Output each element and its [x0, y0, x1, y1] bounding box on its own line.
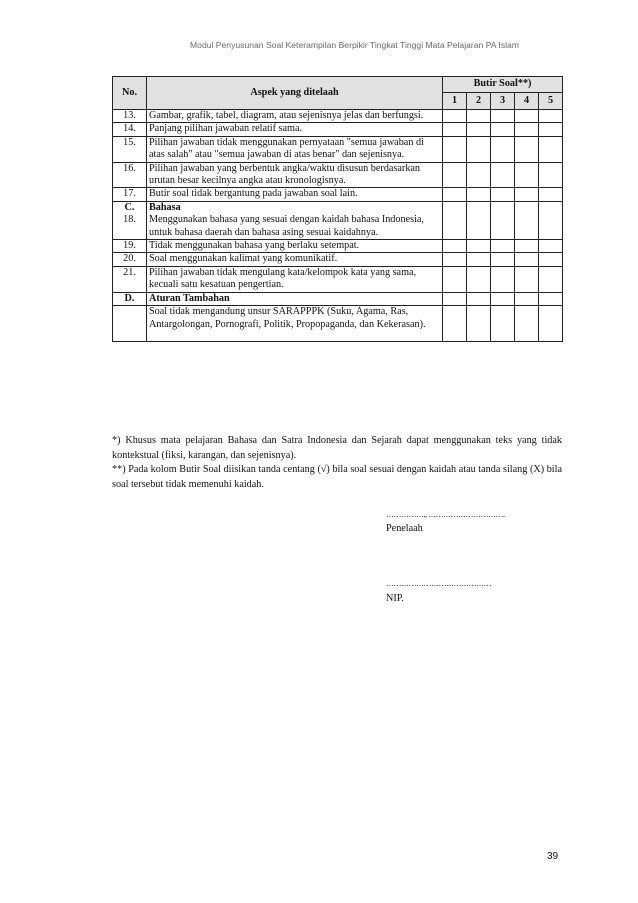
check-cell[interactable] [443, 253, 467, 266]
row-aspect: Gambar, grafik, tabel, diagram, atau sejenisnya jelas dan berfungsi. [147, 110, 443, 123]
col-butir-header: Butir Soal**) [443, 77, 563, 93]
check-cell[interactable] [491, 162, 515, 188]
check-cell[interactable] [515, 188, 539, 201]
check-cell[interactable] [491, 123, 515, 136]
check-cell[interactable] [539, 188, 563, 201]
check-cell[interactable] [443, 188, 467, 201]
table-row [113, 240, 563, 253]
page-number: 39 [547, 851, 559, 862]
check-cell[interactable] [539, 136, 563, 162]
butir-number: 2 [467, 93, 491, 110]
row-number: 19. [113, 240, 147, 253]
check-cell[interactable] [491, 292, 515, 305]
check-cell[interactable] [539, 201, 563, 239]
section-letter-text: C. [124, 201, 135, 213]
check-cell[interactable] [443, 110, 467, 123]
table-row [113, 266, 563, 292]
check-cell[interactable] [443, 306, 467, 342]
check-cell[interactable] [467, 162, 491, 188]
check-cell[interactable] [539, 123, 563, 136]
check-cell[interactable] [467, 188, 491, 201]
section-title: Bahasa [149, 201, 181, 213]
check-cell[interactable] [515, 253, 539, 266]
review-table [112, 76, 563, 342]
signature-role: Penelaah [386, 523, 423, 534]
table-row [113, 253, 563, 266]
check-cell[interactable] [515, 162, 539, 188]
check-cell[interactable] [443, 123, 467, 136]
row-aspect: Soal tidak mengandung unsur SARAPPPK (Suku, Agama, Ras, Antargolongan, Pornografi, Politik, Propopaganda, dan Kekerasan). [147, 306, 443, 342]
check-cell[interactable] [467, 253, 491, 266]
check-cell[interactable] [443, 162, 467, 188]
check-cell[interactable] [491, 188, 515, 201]
table-row [113, 110, 563, 123]
check-cell[interactable] [443, 266, 467, 292]
check-cell[interactable] [491, 253, 515, 266]
check-cell[interactable] [467, 123, 491, 136]
col-no-header: No. [113, 77, 147, 110]
row-aspect: Soal menggunakan kalimat yang komunikatif. [147, 253, 443, 266]
check-cell[interactable] [443, 292, 467, 305]
table-row [113, 188, 563, 201]
footnotes [112, 434, 562, 492]
row-aspect: Pilihan jawaban tidak mengulang kata/kelompok kata yang sama, kecuali satu kesatuan pengertian. [147, 266, 443, 292]
row-number: 15. [113, 136, 147, 162]
table-row [113, 292, 563, 305]
check-cell[interactable] [467, 306, 491, 342]
check-cell[interactable] [491, 136, 515, 162]
row-aspect: Butir soal tidak bergantung pada jawaban soal lain. [147, 188, 443, 201]
row-number: 17. [113, 188, 147, 201]
section-letter: D. [113, 292, 147, 305]
check-cell[interactable] [467, 240, 491, 253]
table-row [113, 201, 563, 239]
row-number: 13. [113, 110, 147, 123]
row-number: 14. [113, 123, 147, 136]
row-number: 18. [123, 214, 136, 226]
check-cell[interactable] [539, 162, 563, 188]
check-cell[interactable] [539, 110, 563, 123]
row-aspect: Tidak menggunakan bahasa yang berlaku setempat. [147, 240, 443, 253]
row-aspect-text: Menggunakan bahasa yang sesuai dengan kaidah bahasa Indonesia, untuk bahasa daerah dan bahasa asing sesuai kaidahnya. [149, 214, 424, 238]
check-cell[interactable] [467, 266, 491, 292]
row-number [113, 306, 147, 342]
row-number: 20. [113, 253, 147, 266]
table-row [113, 123, 563, 136]
check-cell[interactable] [467, 110, 491, 123]
table-row [113, 162, 563, 188]
check-cell[interactable] [443, 136, 467, 162]
signature-place-date: ……………., …………………………. [386, 510, 505, 519]
row-aspect: Pilihan jawaban tidak menggunakan pernyataan "semua jawaban di atas salah" atau "semua jawaban di atas benar" dan sejenisnya. [147, 136, 443, 162]
butir-number: 4 [515, 93, 539, 110]
butir-number: 5 [539, 93, 563, 110]
row-number: 16. [113, 162, 147, 188]
check-cell[interactable] [467, 292, 491, 305]
check-cell[interactable] [491, 201, 515, 239]
check-cell[interactable] [515, 136, 539, 162]
check-cell[interactable] [467, 136, 491, 162]
check-cell[interactable] [515, 240, 539, 253]
table-row [113, 306, 563, 342]
check-cell[interactable] [491, 306, 515, 342]
row-aspect: Panjang pilihan jawaban relatif sama. [147, 123, 443, 136]
footnote-2: **) Pada kolom Butir Soal diisikan tanda centang (√) bila soal sesuai dengan kaidah atau tanda silang (X) bila soal tersebut tidak memenuhi kaidah. [112, 464, 562, 490]
check-cell[interactable] [491, 266, 515, 292]
check-cell[interactable] [539, 306, 563, 342]
check-cell[interactable] [539, 266, 563, 292]
check-cell[interactable] [515, 201, 539, 239]
check-cell[interactable] [515, 306, 539, 342]
butir-number: 1 [443, 93, 467, 110]
section-letter [113, 201, 147, 239]
check-cell[interactable] [539, 292, 563, 305]
page-header: Modul Penyusunan Soal Keterampilan Berpikir Tingkat Tinggi Mata Pelajaran PA Islam [190, 40, 519, 50]
signature-nip: NIP. [386, 593, 404, 604]
col-aspek-header: Aspek yang ditelaah [147, 77, 443, 110]
row-number: 21. [113, 266, 147, 292]
footnote-1: *) Khusus mata pelajaran Bahasa dan Satra Indonesia dan Sejarah dapat menggunakan teks yang tidak kontekstual (fiksi, karangan, dan sejenisnya). [112, 435, 562, 461]
check-cell[interactable] [491, 110, 515, 123]
section-title: Aturan Tambahan [147, 292, 443, 305]
check-cell[interactable] [539, 240, 563, 253]
table-row [113, 136, 563, 162]
check-cell[interactable] [515, 292, 539, 305]
butir-number: 3 [491, 93, 515, 110]
row-aspect: Pilihan jawaban yang berbentuk angka/waktu disusun berdasarkan urutan besar kecilnya angka atau kronologisnya. [147, 162, 443, 188]
check-cell[interactable] [515, 110, 539, 123]
check-cell[interactable] [443, 240, 467, 253]
check-cell[interactable] [539, 253, 563, 266]
check-cell[interactable] [515, 266, 539, 292]
check-cell[interactable] [515, 123, 539, 136]
row-aspect [147, 201, 443, 239]
check-cell[interactable] [443, 201, 467, 239]
signature-name-line: …………………………………… [386, 579, 491, 588]
check-cell[interactable] [491, 240, 515, 253]
check-cell[interactable] [467, 201, 491, 239]
